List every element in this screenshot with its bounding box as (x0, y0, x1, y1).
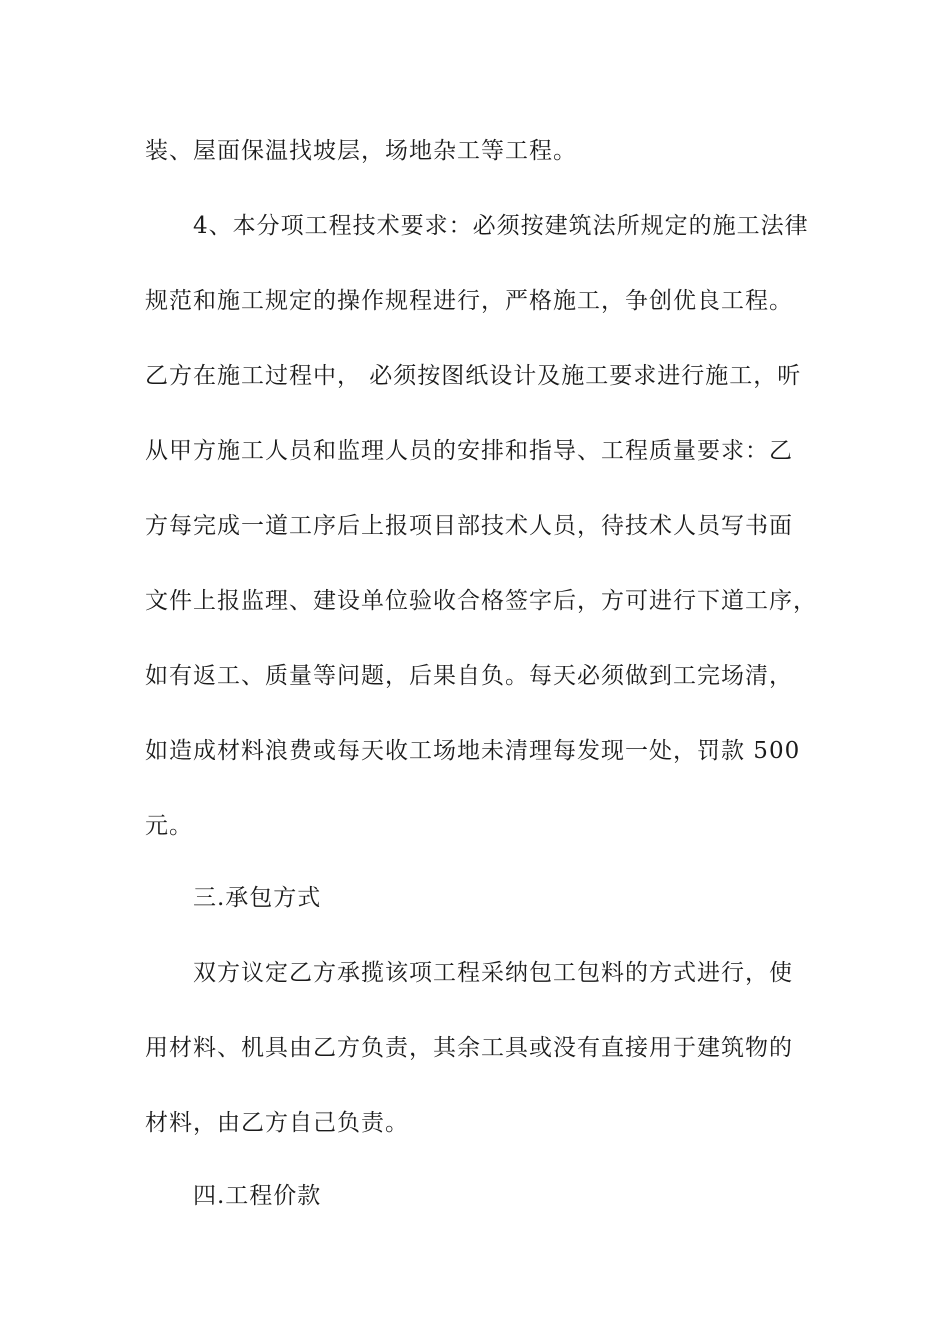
text-line: 元。 (145, 813, 193, 839)
text-line: 如有返工、质量等问题，后果自负。每天必须做到工完场清， (145, 663, 793, 689)
text-line: 乙方在施工过程中， 必须按图纸设计及施工要求进行施工，听 (145, 363, 802, 389)
text-line: 如造成材料浪费或每天收工场地未清理每发现一处，罚款 500 (145, 738, 801, 764)
text-line: 双方议定乙方承揽该项工程采纳包工包料的方式进行，使 (193, 960, 793, 986)
text-line: 用材料、机具由乙方负责，其余工具或没有直接用于建筑物的 (145, 1035, 793, 1061)
text-line: 从甲方施工人员和监理人员的安排和指导、工程质量要求：乙 (145, 438, 793, 464)
text-line: 方每完成一道工序后上报项目部技术人员，待技术人员写书面 (145, 513, 793, 539)
section-heading: 三.承包方式 (193, 885, 322, 911)
text-line: 装、屋面保温找坡层，场地杂工等工程。 (145, 138, 577, 164)
text-line: 4、本分项工程技术要求：必须按建筑法所规定的施工法律 (193, 213, 809, 239)
section-heading: 四.工程价款 (193, 1183, 322, 1209)
text-line: 规范和施工规定的操作规程进行，严格施工，争创优良工程。 (145, 288, 793, 314)
text-line: 材料，由乙方自己负责。 (145, 1110, 409, 1136)
text-line: 文件上报监理、建设单位验收合格签字后，方可进行下道工序， (145, 588, 817, 614)
